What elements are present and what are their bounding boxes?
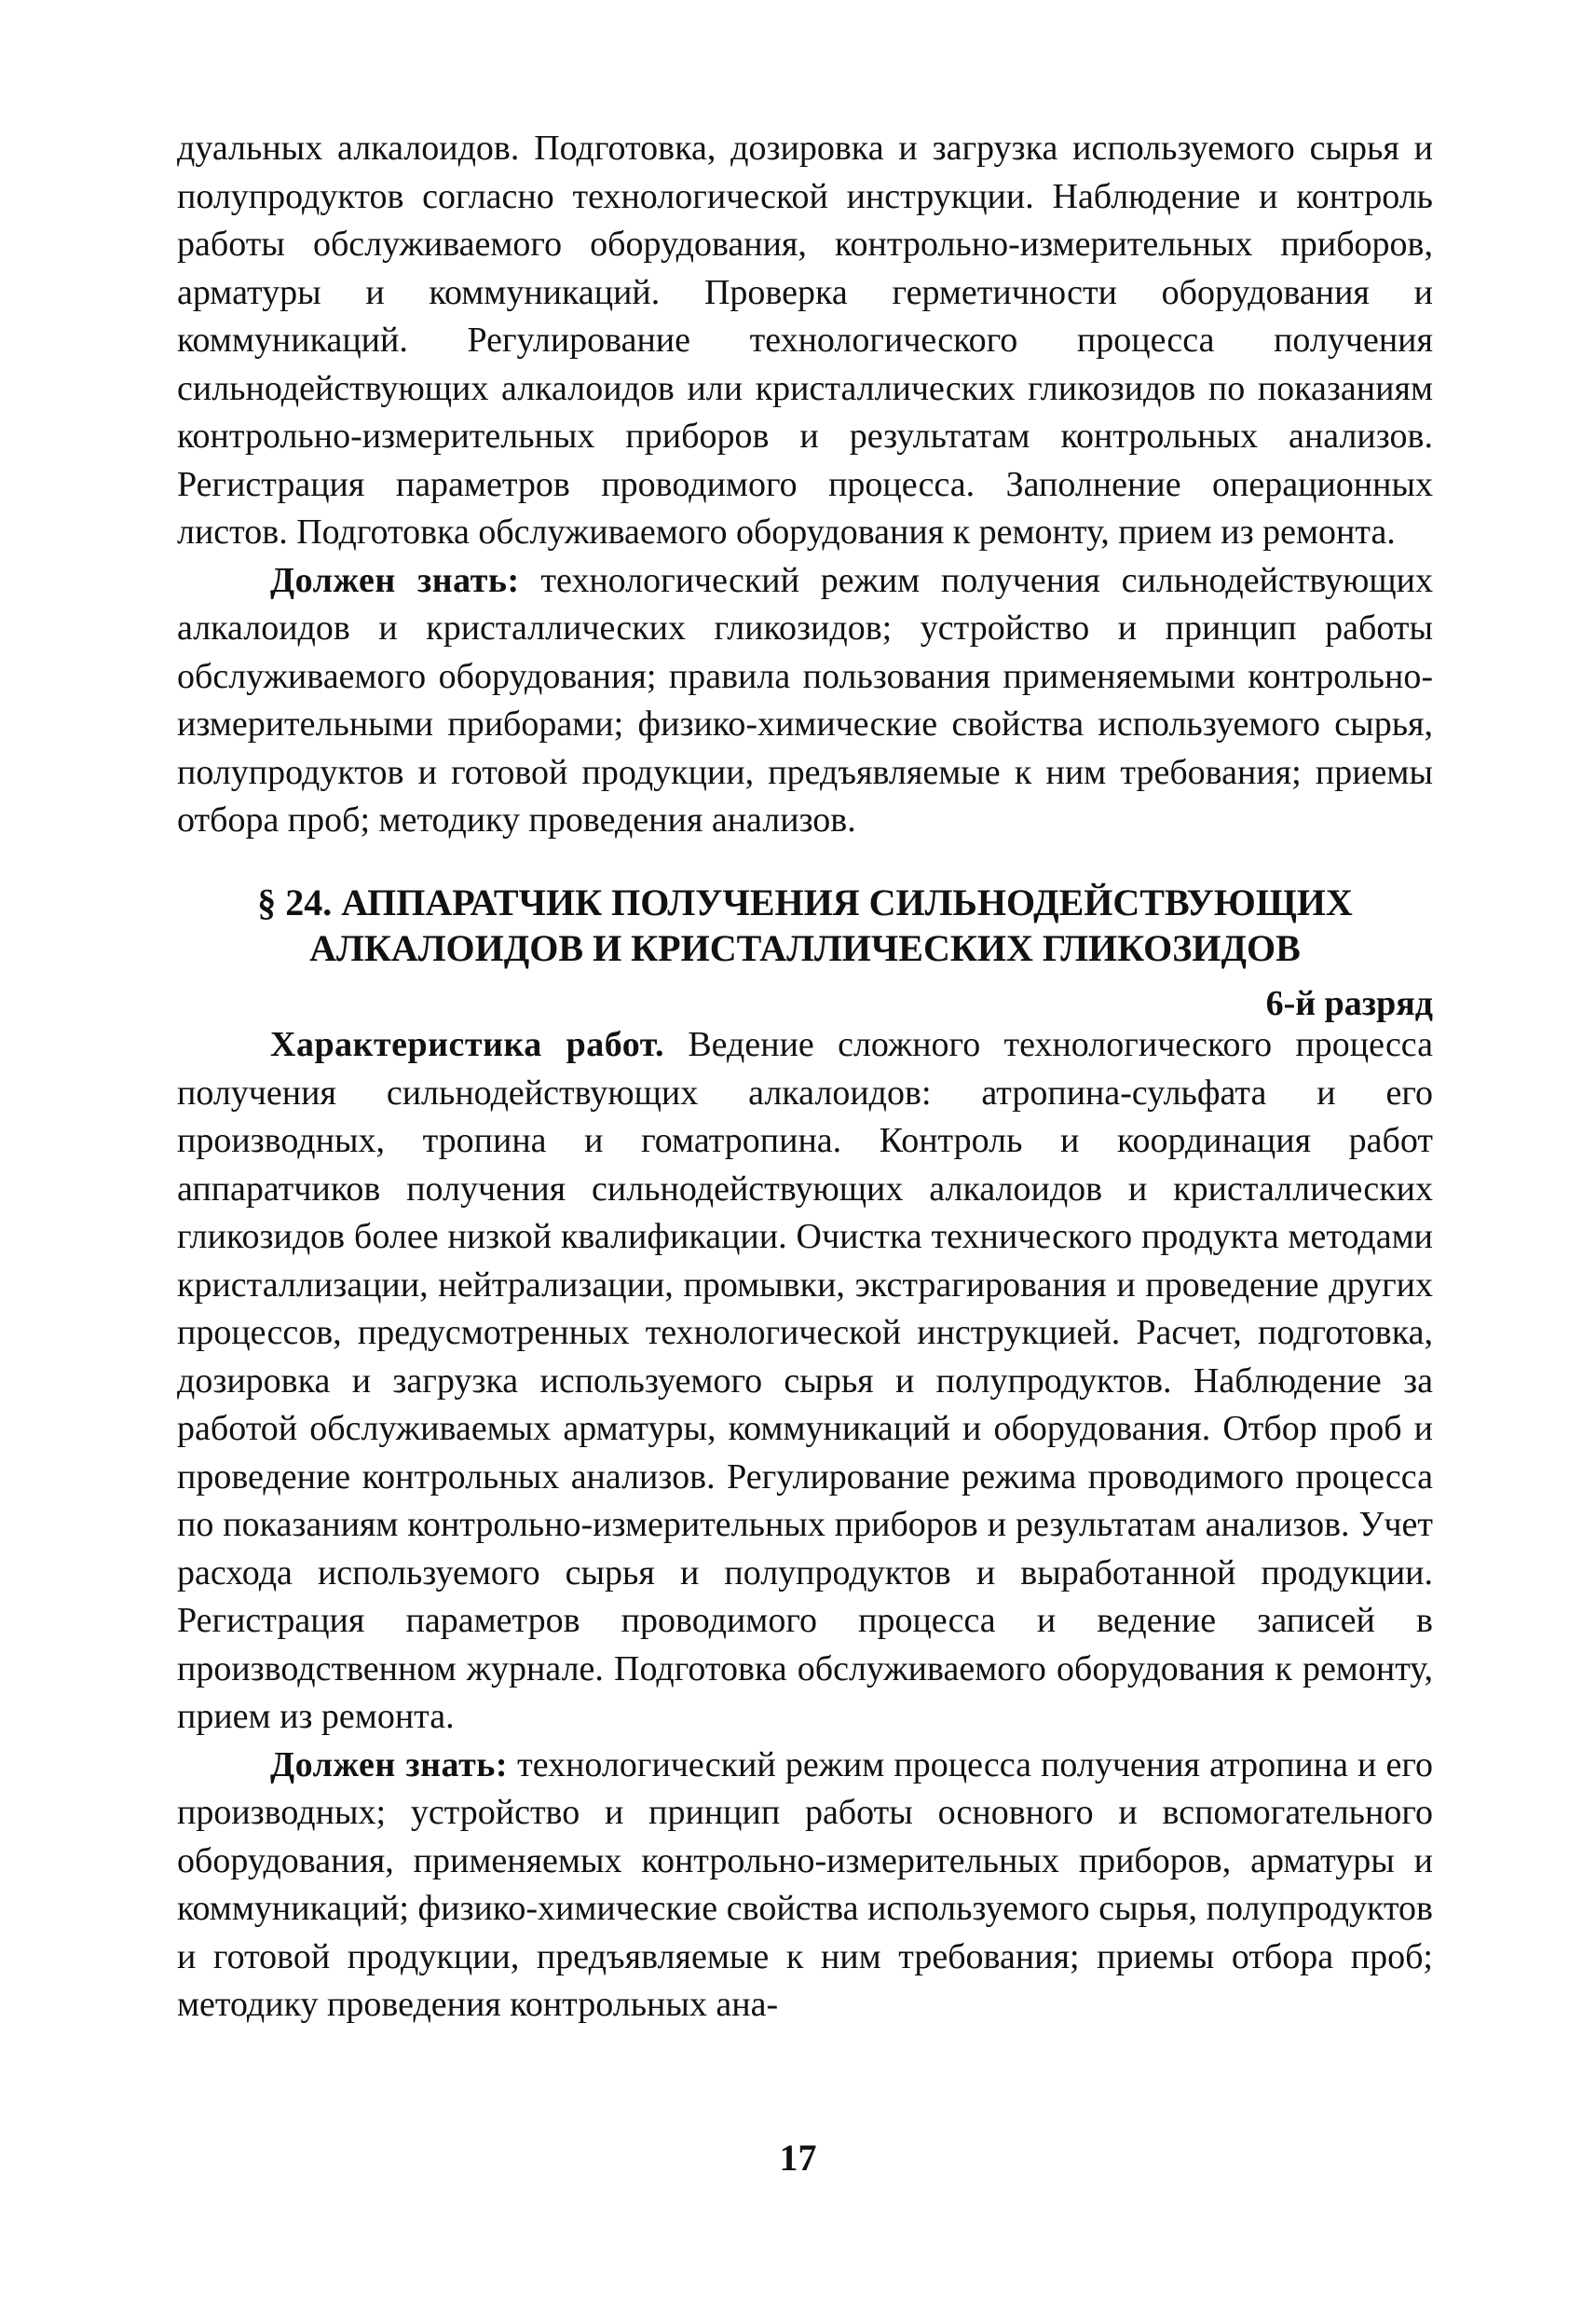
continuation-paragraph: дуальных алкалоидов. Подготовка, дозировка и загрузка используемого сырья и полупродуктов согласно технологической инструкции. Наблюдение и контроль работы обслуживаемого оборудования, контрольно-измерительных приборов, арматуры и коммуникаций. Проверка герметичности оборудования и коммуникаций. Регулирование технологического процесса получения сильнодействующих алкалоидов или кристаллических гликозидов по показаниям контрольно-измерительных приборов и результатам контрольных анализов. Регистрация параметров проводимого процесса. Заполнение операционных листов. Подготовка обслуживаемого оборудования к ремонту, прием из ремонта. <box>177 129 1433 552</box>
section-text-block <box>177 1021 1433 2030</box>
knowledge-paragraph-2 <box>177 1742 1433 2030</box>
section-title-line-2: АЛКАЛОИДОВ И КРИСТАЛЛИЧЕСКИХ ГЛИКОЗИДОВ <box>309 927 1301 969</box>
grade-label: 6-й разряд <box>1265 984 1433 1023</box>
section-title-line-1: § 24. АППАРАТЧИК ПОЛУЧЕНИЯ СИЛЬНОДЕЙСТВУЮЩИХ <box>257 882 1353 923</box>
work-characteristics-paragraph <box>177 1021 1433 1742</box>
knowledge-text-2: технологический режим процесса получения атропина и его производных; устройство и принцип работы основного и вспомогательного оборудования, применяемых контрольно-измерительных приборов, арматуры и коммуникаций; физико-химические свойства используемого сырья, полупродуктов и готовой продукции, предъявляемые к ним требования; приемы отбора проб; методику проведения контрольных ана- <box>177 1744 1433 2024</box>
page-number: 17 <box>779 2137 817 2179</box>
section-title <box>177 880 1433 971</box>
knowledge-paragraph-1 <box>177 557 1433 845</box>
work-lead: Характеристика работ. <box>270 1025 665 1064</box>
knowledge-text-1: технологический режим получения сильнодействующих алкалоидов и кристаллических гликозидов; устройство и принцип работы обслуживаемого оборудования; правила пользования применяемыми контрольно-измерительными приборами; физико-химические свойства используемого сырья, полупродуктов и готовой продукции, предъявляемые к ним требования; приемы отбора проб; методику проведения анализов. <box>177 560 1434 840</box>
work-text: Ведение сложного технологического процесса получения сильнодействующих алкалоидов: атропина-сульфата и его производных, тропина и гоматропина. Контроль и координация работ аппаратчиков получения сильнодействующих алкалоидов и кристаллических гликозидов более низкой квалификации. Очистка технического продукта методами кристаллизации, нейтрализации, промывки, экстрагирования и проведение других процессов, предусмотренных технологической инструкцией. Расчет, подготовка, дозировка и загрузка используемого сырья и полупродуктов. Наблюдение за работой обслуживаемых арматуры, коммуникаций и оборудования. Отбор проб и проведение контрольных анализов. Регулирование режима проводимого процесса по показаниям контрольно-измерительных приборов и результатам анализов. Учет расхода используемого сырья и полупродуктов и выработанной продукции. Регистрация параметров проводимого процесса и ведение записей в производственном журнале. Подготовка обслуживаемого оборудования к ремонту, прием из ремонта. <box>177 1025 1434 1736</box>
top-text-block <box>177 125 1433 845</box>
knowledge-lead-1: Должен знать: <box>270 560 520 600</box>
knowledge-lead-2: Должен знать: <box>270 1744 508 1784</box>
